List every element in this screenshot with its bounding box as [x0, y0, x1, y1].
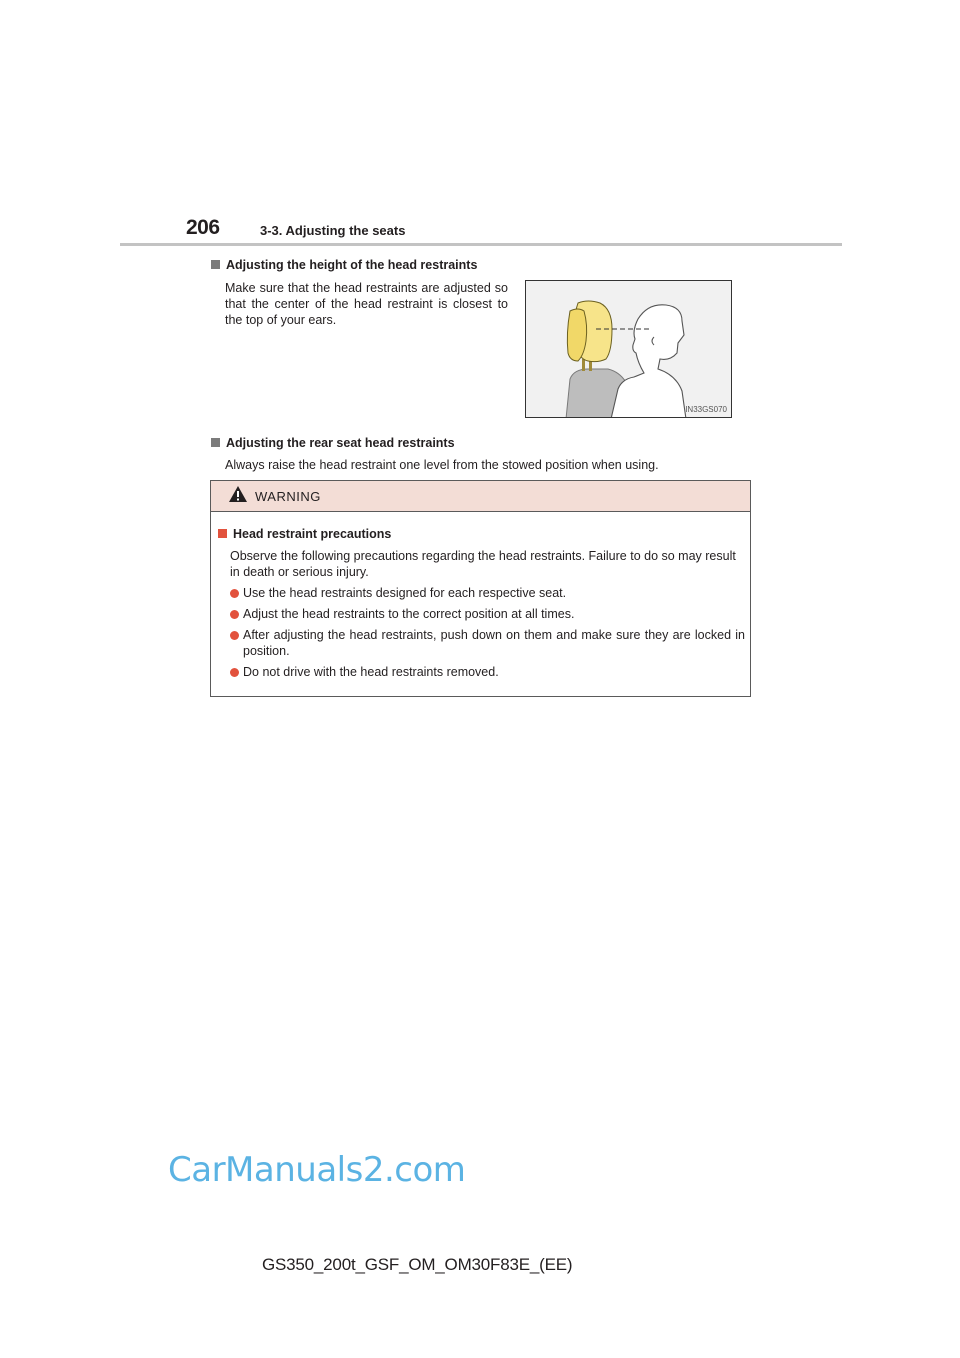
square-bullet-icon: [211, 260, 220, 269]
list-item: Do not drive with the head restraints removed.: [230, 664, 745, 680]
warning-heading-text: Head restraint precautions: [233, 527, 392, 541]
section-title: 3-3. Adjusting the seats: [260, 223, 406, 238]
heading-height-adjust: [211, 258, 477, 272]
header-rule: [120, 243, 842, 246]
head-restraint-figure: [525, 280, 732, 418]
round-bullet-icon: [230, 589, 239, 598]
list-item: After adjusting the head restraints, push down on them and make sure they are locked in position.: [230, 627, 745, 659]
rear-seat-body: Always raise the head restraint one level from the stowed position when using.: [225, 458, 659, 472]
height-adjust-body: Make sure that the head restraints are adjusted so that the center of the head restraint is closest to the top of your ears.: [225, 281, 508, 327]
round-bullet-icon: [230, 610, 239, 619]
list-item: Use the head restraints designed for each respective seat.: [230, 585, 745, 601]
page-number: 206: [186, 216, 220, 239]
round-bullet-icon: [230, 668, 239, 677]
list-item: Adjust the head restraints to the correct position at all times.: [230, 606, 745, 622]
figure-code: IN33GS070: [685, 405, 727, 414]
warning-box: [210, 480, 751, 697]
warning-title: WARNING: [255, 489, 321, 504]
warning-header: [211, 481, 750, 512]
square-bullet-icon: [211, 438, 220, 447]
warning-heading: [218, 527, 391, 541]
heading-rear-seat: [211, 436, 455, 450]
head-restraint-illustration: [526, 281, 732, 418]
watermark[interactable]: CarManuals2.com: [168, 1150, 466, 1190]
heading-text: Adjusting the height of the head restraints: [226, 258, 478, 272]
warning-bullets: [230, 585, 745, 685]
round-bullet-icon: [230, 631, 239, 640]
warning-icon: [228, 485, 248, 503]
footer-doc-code: GS350_200t_GSF_OM_OM30F83E_(EE): [262, 1255, 573, 1274]
heading-text: Adjusting the rear seat head restraints: [226, 436, 455, 450]
warning-intro: Observe the following precautions regarding the head restraints. Failure to do so may result in death or serious injury.: [230, 549, 736, 579]
square-bullet-icon: [218, 529, 227, 538]
